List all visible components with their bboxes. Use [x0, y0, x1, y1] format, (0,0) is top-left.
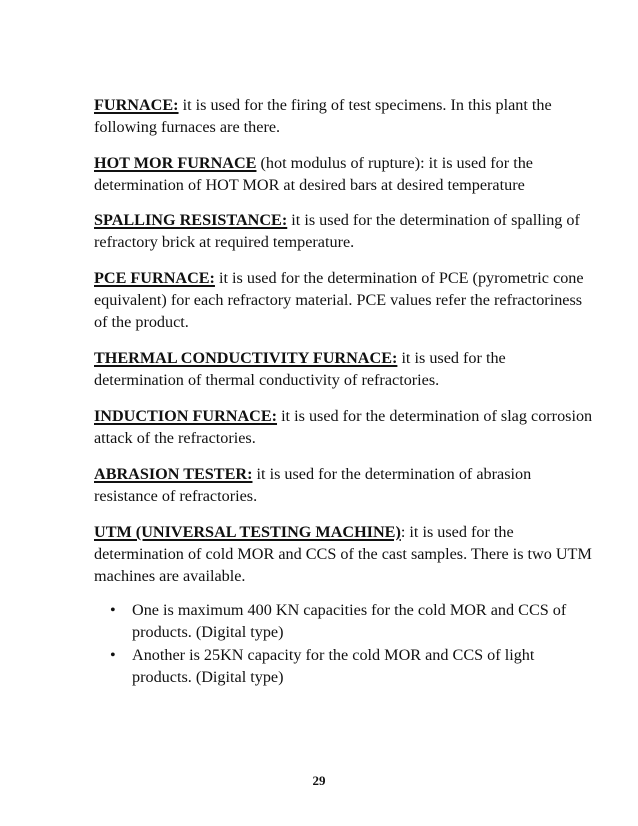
section-spalling-resistance — [94, 209, 594, 253]
page-number: 29 — [312, 773, 326, 788]
section-induction-furnace — [94, 405, 594, 449]
section-text: it is used for the firing of test specimens. In this plant the following furnaces are there. — [94, 96, 552, 136]
section-heading: FURNACE: — [94, 96, 179, 114]
bullet-icon: • — [110, 601, 116, 619]
section-heading: INDUCTION FURNACE: — [94, 407, 278, 425]
document-page — [94, 94, 594, 689]
section-heading: HOT MOR FURNACE — [94, 154, 257, 172]
section-text: it is used for the determination of abrasion resistance of refractories. — [94, 465, 532, 505]
section-utm — [94, 521, 594, 587]
section-hot-mor-furnace — [94, 152, 594, 196]
section-heading: ABRASION TESTER: — [94, 465, 253, 483]
heading-colon: : — [400, 523, 406, 541]
utm-bullet-list — [94, 599, 594, 688]
list-item — [94, 644, 594, 688]
section-heading: PCE FURNACE: — [94, 269, 215, 287]
section-text: it is used for the determination of PCE (pyrometric cone equivalent) for each refractory material. PCE values refer the refractoriness of the product. — [94, 269, 584, 331]
section-heading: UTM (UNIVERSAL TESTING MACHINE) — [94, 523, 401, 541]
bullet-icon: • — [110, 646, 116, 664]
section-abrasion-tester — [94, 463, 594, 507]
list-item-text: Another is 25KN capacity for the cold MOR and CCS of light products. (Digital type) — [132, 646, 535, 686]
section-text: it is used for the determination of slag corrosion attack of the refractories. — [94, 407, 593, 447]
section-pce-furnace — [94, 267, 594, 333]
section-heading: SPALLING RESISTANCE: — [94, 211, 288, 229]
list-item — [94, 599, 594, 643]
section-thermal-conductivity-furnace — [94, 347, 594, 391]
section-text: it is used for the determination of thermal conductivity of refractories. — [94, 349, 506, 389]
section-text: it is used for the determination of spalling of refractory brick at required temperature. — [94, 211, 580, 251]
section-heading: THERMAL CONDUCTIVITY FURNACE: — [94, 349, 398, 367]
section-text: (hot modulus of rupture): it is used for the determination of HOT MOR at desired bars at desired temperature — [94, 154, 533, 194]
list-item-text: One is maximum 400 KN capacities for the cold MOR and CCS of products. (Digital type) — [132, 601, 567, 641]
section-furnace — [94, 94, 594, 138]
section-text: it is used for the determination of cold MOR and CCS of the cast samples. There is two UTM machines are available. — [94, 523, 592, 585]
